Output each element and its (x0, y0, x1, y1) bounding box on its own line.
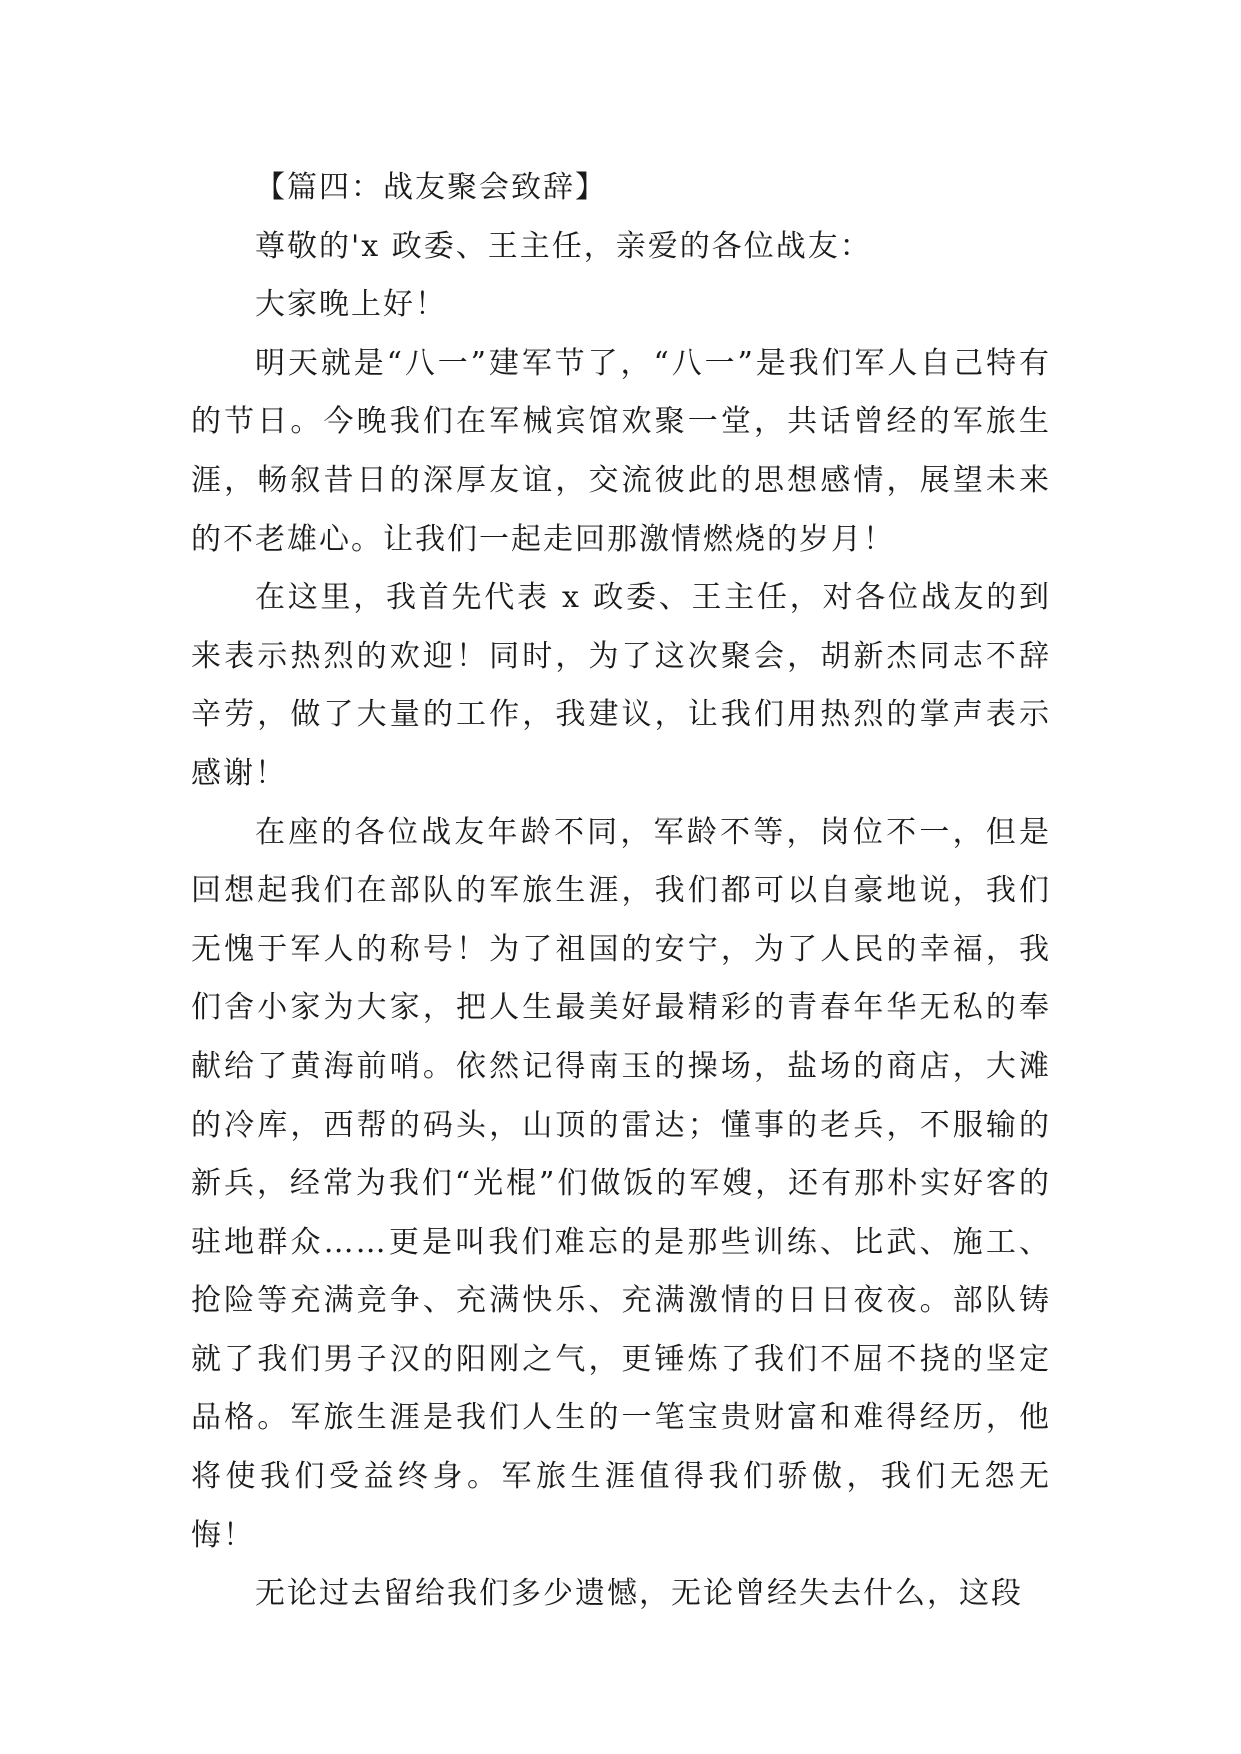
greeting: 大家晚上好！ (255, 287, 447, 323)
salutation: 尊敬的'x 政委、王主任，亲爱的各位战友： (255, 228, 872, 264)
paragraph-4: 无论过去留给我们多少遗憾，无论曾经失去什么，这段 (255, 1576, 1023, 1612)
paragraph-3: 在座的各位战友年龄不同，军龄不等，岗位不一，但是回想起我们在部队的军旅生涯，我们都可以自豪地说，我们无愧于军人的称号！为了祖国的安宁，为了人民的幸福，我们舍小家为大家，把人生最美好最精彩的青春年华无私的奉献给了黄海前哨。依然记得南玉的操场，盐场的商店，大滩的冷库，西帮的码头，山顶的雷达；懂事的老兵，不服输的新兵，经常为我们“光棍”们做饭的军嫂，还有那朴实好客的驻地群众……更是叫我们难忘的是那些训练、比武、施工、抢险等充满竞争、充满快乐、充满激情的日日夜夜。部队铸就了我们男子汉的阳刚之气，更锤炼了我们不屈不挠的坚定品格。军旅生涯是我们人生的一笔宝贵财富和难得经历，他将使我们受益终身。军旅生涯值得我们骄傲，我们无怨无悔！ (191, 814, 1051, 1553)
paragraph-2: 在这里，我首先代表 x 政委、王主任，对各位战友的到来表示热烈的欢迎！同时，为了这次聚会，胡新杰同志不辞辛劳，做了大量的工作，我建议，让我们用热烈的掌声表示感谢！ (191, 580, 1051, 791)
section-heading: 【篇四：战友聚会致辞】 (255, 170, 607, 205)
document-body (191, 159, 1051, 1624)
paragraph-1: 明天就是“八一”建军节了，“八一”是我们军人自己特有的节日。今晚我们在军械宾馆欢聚一堂，共话曾经的军旅生涯，畅叙昔日的深厚友谊，交流彼此的思想感情，展望未来的不老雄心。让我们一起走回那激情燃烧的岁月！ (191, 345, 1051, 557)
